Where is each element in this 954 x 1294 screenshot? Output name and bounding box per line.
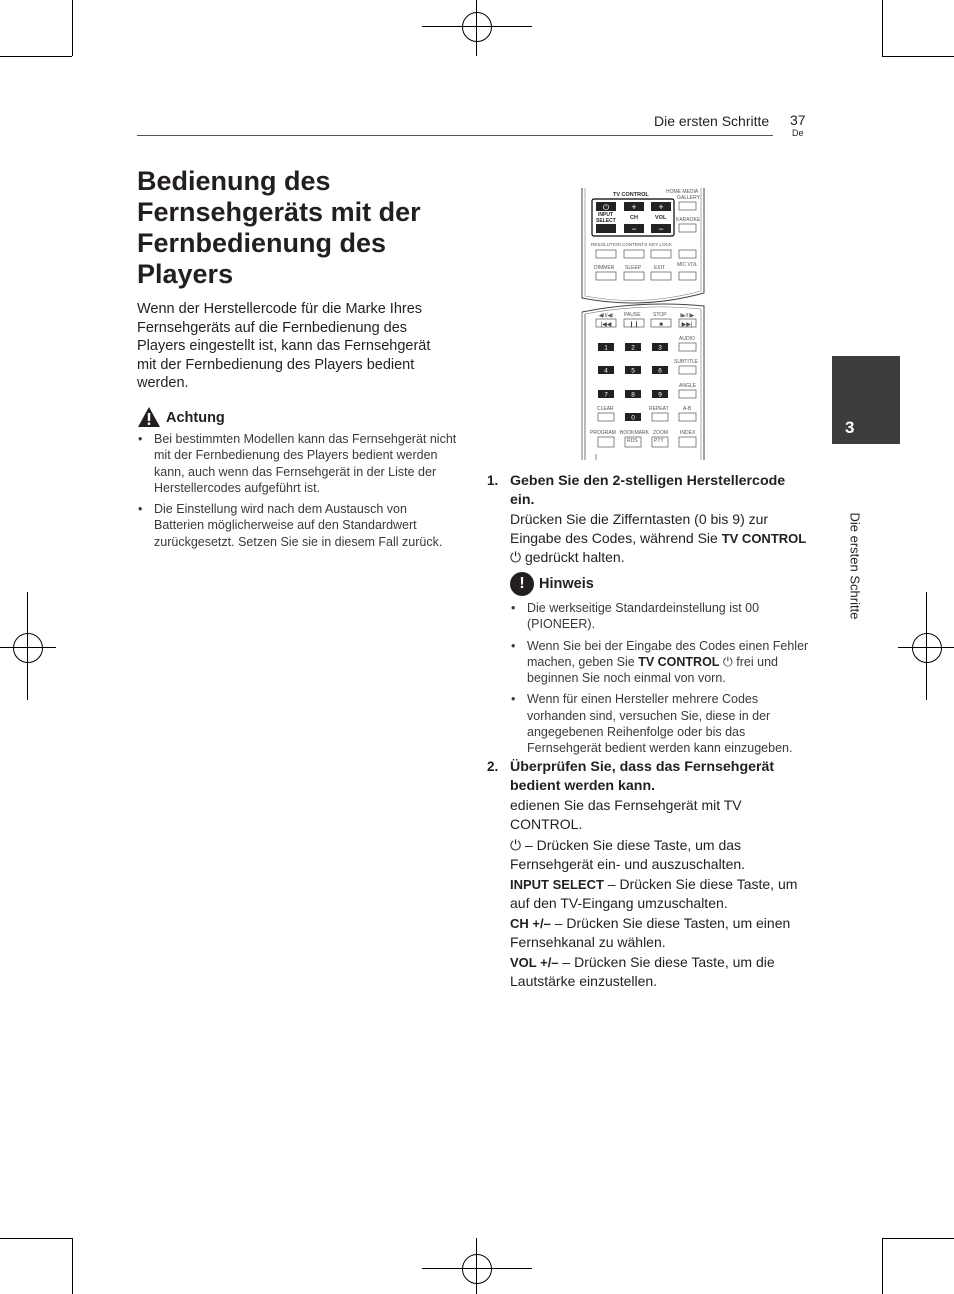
- svg-text:0: 0: [631, 414, 635, 422]
- svg-text:4: 4: [604, 367, 608, 375]
- step-number: 2.: [487, 759, 499, 774]
- svg-text:+: +: [658, 202, 664, 212]
- list-item: • Bei bestimmten Modellen kann das Fernsehgerät nicht mit der Fernbedienung des Players bedient werden kann, auch wenn das Fernsehgerät in der Liste der Herstellercodes aufgeführt ist.: [137, 431, 457, 496]
- svg-text:5: 5: [631, 367, 635, 375]
- remote-label: KEY LOCK: [649, 242, 672, 247]
- list-item: • Die Einstellung wird nach dem Austausch von Batterien möglicherweise auf den Standardwert zurückgesetzt. Setzen Sie sie in diesem Fall zurück.: [137, 501, 457, 550]
- remote-label: EXIT: [654, 265, 666, 271]
- list-item: • Wenn Sie bei der Eingabe des Codes einen Fehler machen, geben Sie TV CONTROL ⏻ frei und beginnen Sie noch einmal von vorn.: [510, 638, 810, 687]
- warning-icon: [137, 406, 161, 428]
- svg-text:■: ■: [659, 322, 663, 328]
- svg-text:1: 1: [604, 344, 608, 352]
- remote-label: HOME MEDIA: [666, 189, 699, 195]
- step-title: Überprüfen Sie, dass das Fernsehgerät bedient werden kann.: [510, 759, 775, 794]
- hint-list: [510, 600, 810, 757]
- page-title: Bedienung des Fernsehgeräts mit der Fernbedienung des Players: [137, 166, 421, 289]
- svg-text:2: 2: [631, 344, 635, 352]
- svg-text:7: 7: [604, 391, 608, 399]
- remote-label: STOP: [653, 312, 667, 318]
- svg-text:◀II/◀I: ◀II/◀I: [598, 313, 614, 319]
- step-title: Geben Sie den 2-stelligen Herstellercode ein.: [510, 473, 786, 508]
- remote-label: ZOOM: [653, 430, 668, 436]
- remote-label: MIC VOL: [677, 262, 698, 268]
- channel-description: CH +/– – Drücken Sie diese Tasten, um einen Fernsehkanal zu wählen.: [510, 915, 791, 950]
- step-number: 1.: [487, 473, 499, 488]
- remote-label: PROGRAM: [590, 430, 616, 436]
- remote-label: DIMMER: [594, 265, 615, 271]
- remote-label: KARAOKE: [676, 217, 701, 223]
- caution-heading: Achtung: [166, 410, 225, 426]
- input-select-description: INPUT SELECT – Drücken Sie diese Taste, um auf den TV-Eingang umzuschalten.: [510, 876, 798, 911]
- list-item: • Die werkseitige Standardeinstellung ist 00 (PIONEER).: [510, 600, 810, 633]
- step-intro: edienen Sie das Fernsehgerät mit TV CONTROL.: [510, 797, 742, 832]
- svg-text:9: 9: [658, 391, 662, 399]
- svg-text:6: 6: [658, 367, 662, 375]
- chapter-number: 3: [845, 418, 855, 437]
- svg-text:−: −: [658, 224, 664, 234]
- hint-block: [510, 572, 810, 762]
- power-description: ⏻ – Drücken Sie diese Taste, um das Fernsehgerät ein- und auszuschalten.: [510, 837, 746, 872]
- remote-label: PTY: [654, 438, 664, 444]
- remote-label: GALLERY: [677, 195, 700, 201]
- remote-label: INPUT: [598, 212, 613, 218]
- volume-description: VOL +/– – Drücken Sie diese Taste, um die Lautstärke einzustellen.: [510, 954, 775, 989]
- remote-label: VOL: [655, 215, 667, 221]
- language-code: De: [792, 128, 804, 138]
- remote-label: INDEX: [680, 430, 696, 436]
- intro-paragraph: Wenn der Herstellercode für die Marke Ihres Fernsehgeräts auf die Fernbedienung des Players eingestellt ist, kann das Fernsehgerät mit der Fernbedienung des Players bedient werden.: [137, 301, 431, 392]
- svg-text:+: +: [631, 202, 637, 212]
- header-rule: [137, 135, 773, 136]
- step-1: [487, 472, 807, 572]
- remote-label: BOOKMARK: [620, 430, 649, 436]
- remote-label: TV CONTROL: [613, 192, 649, 198]
- remote-label: SUBTITLE: [674, 359, 698, 365]
- remote-label: CLEAR: [597, 406, 614, 412]
- list-item: • Wenn für einen Hersteller mehrere Codes vorhanden sind, versuchen Sie, diese in der angegebenen Reihenfolge oder bis das Fernsehgerät bedient werden kann einzugeben.: [510, 691, 810, 756]
- exclamation-icon: !: [510, 572, 534, 596]
- svg-text:8: 8: [631, 391, 635, 399]
- remote-label: PAUSE: [624, 312, 641, 318]
- svg-text:−: −: [631, 224, 637, 234]
- page-number: 37: [790, 112, 806, 128]
- remote-control-illustration: [576, 188, 708, 460]
- caution-list: [137, 431, 457, 550]
- remote-label: CONTENTS: [622, 242, 648, 247]
- step-2: [487, 758, 807, 998]
- svg-text:3: 3: [658, 344, 662, 352]
- svg-text:❙❙: ❙❙: [628, 322, 640, 328]
- remote-label: RESOLUTION: [591, 242, 621, 247]
- chapter-label: Die ersten Schritte: [847, 512, 863, 620]
- svg-text:▶▶|: ▶▶|: [681, 322, 693, 328]
- remote-label: REPEAT: [649, 406, 669, 412]
- remote-label: ANGLE: [679, 383, 696, 389]
- remote-label: A-B: [683, 406, 692, 412]
- remote-label: AUDIO: [679, 336, 695, 342]
- hint-heading: Hinweis: [539, 576, 594, 592]
- svg-text:I▶/II▶: I▶/II▶: [679, 313, 695, 319]
- running-header: Die ersten Schritte: [654, 113, 770, 129]
- chapter-tab: [832, 356, 900, 444]
- remote-label: SELECT: [596, 218, 616, 224]
- svg-text:|◀◀: |◀◀: [600, 322, 612, 328]
- step-text: Drücken Sie die Zifferntasten (0 bis 9) zur Eingabe des Codes, während Sie TV CONTROL ⏻ gedrückt halten.: [510, 511, 807, 565]
- svg-text:⏻: ⏻: [602, 203, 610, 212]
- remote-label: CH: [630, 215, 638, 221]
- caution-block: [137, 406, 457, 555]
- remote-label: RDS: [627, 438, 638, 444]
- remote-label: SLEEP: [625, 265, 642, 271]
